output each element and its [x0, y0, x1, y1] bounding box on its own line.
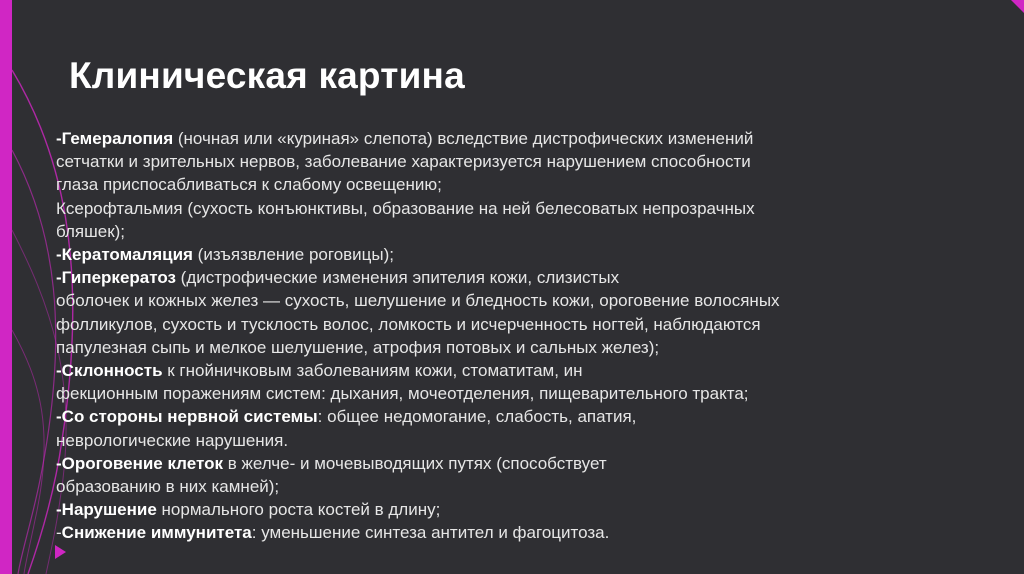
body-line [56, 313, 976, 336]
line-text: (ночная или «куриная» слепота) вследствие дистрофических изменений [173, 129, 754, 148]
bold-term: Снижение иммунитета [61, 523, 252, 543]
decorative-curve-2 [12, 150, 56, 574]
body-line [56, 521, 976, 544]
body-line [56, 359, 976, 382]
line-text: фолликулов, сухость и тусклость волос, ломкость и исчерченность ногтей, наблюдаются [56, 314, 761, 334]
line-text: Ксерофтальмия (сухость конъюнктивы, образование на ней белесоватых непрозрачных [56, 198, 755, 218]
line-text: сетчатки и зрительных нервов, заболевание характеризуется нарушением способности [56, 152, 751, 172]
bold-term: -Кератомаляция [56, 245, 193, 265]
body-line [56, 197, 976, 220]
line-text: папулезная сыпь и мелкое шелушение, атрофия потовых и сальных желез); [56, 337, 660, 357]
line-text: (изъязвление роговицы); [192, 245, 395, 265]
body-line [56, 382, 976, 405]
line-text: глаза приспосабливаться к слабому освещению; [56, 175, 442, 195]
body-line [56, 266, 976, 289]
body-line [56, 150, 976, 173]
line-text: к гнойничковым заболеваниям кожи, стоматитам, ин [162, 361, 583, 381]
line-text: (дистрофические изменения эпителия кожи, слизистых [175, 268, 620, 288]
body-line [56, 452, 976, 475]
body-line [56, 289, 976, 312]
slide-title: Клиническая картина [69, 55, 465, 96]
line-text: образованию в них камней); [56, 477, 280, 497]
body-line [56, 243, 976, 266]
line-text: бляшек); [56, 221, 126, 241]
body-line [56, 173, 976, 196]
body-line [56, 498, 976, 521]
slide-body [56, 127, 976, 545]
corner-accent-triangle [1011, 0, 1024, 13]
bold-term: -Нарушение [56, 500, 157, 520]
line-text: в желче- и мочевыводящих путях (способствует [223, 453, 607, 473]
arrow-triangle-icon [55, 545, 66, 559]
line-text: фекционным поражениям систем: дыхания, мочеотделения, пищеварительного тракта; [56, 384, 749, 404]
body-line [56, 336, 976, 359]
line-text: : уменьшение синтеза антител и фагоцитоза. [251, 523, 610, 543]
body-line [56, 220, 976, 243]
bold-term: -Склонность [56, 361, 163, 381]
bold-term: -Ороговение клеток [56, 453, 223, 473]
left-accent-bar [0, 0, 12, 574]
body-line [56, 429, 976, 452]
line-text: неврологические нарушения. [56, 430, 289, 450]
bold-term: -Со стороны нервной системы [56, 407, 318, 427]
body-line [56, 475, 976, 498]
line-text: нормального роста костей в длину; [156, 500, 441, 520]
decorative-curve-4 [12, 330, 44, 574]
bold-term: -Гемералопия [56, 129, 174, 148]
bold-term: -Гиперкератоз [56, 268, 176, 288]
line-text: оболочек и кожных желез — сухость, шелушение и бледность кожи, ороговение волосяных [56, 291, 780, 311]
body-line [56, 127, 976, 150]
line-text: - [56, 523, 62, 543]
line-text: : общее недомогание, слабость, апатия, [317, 407, 637, 427]
body-line [56, 405, 976, 428]
